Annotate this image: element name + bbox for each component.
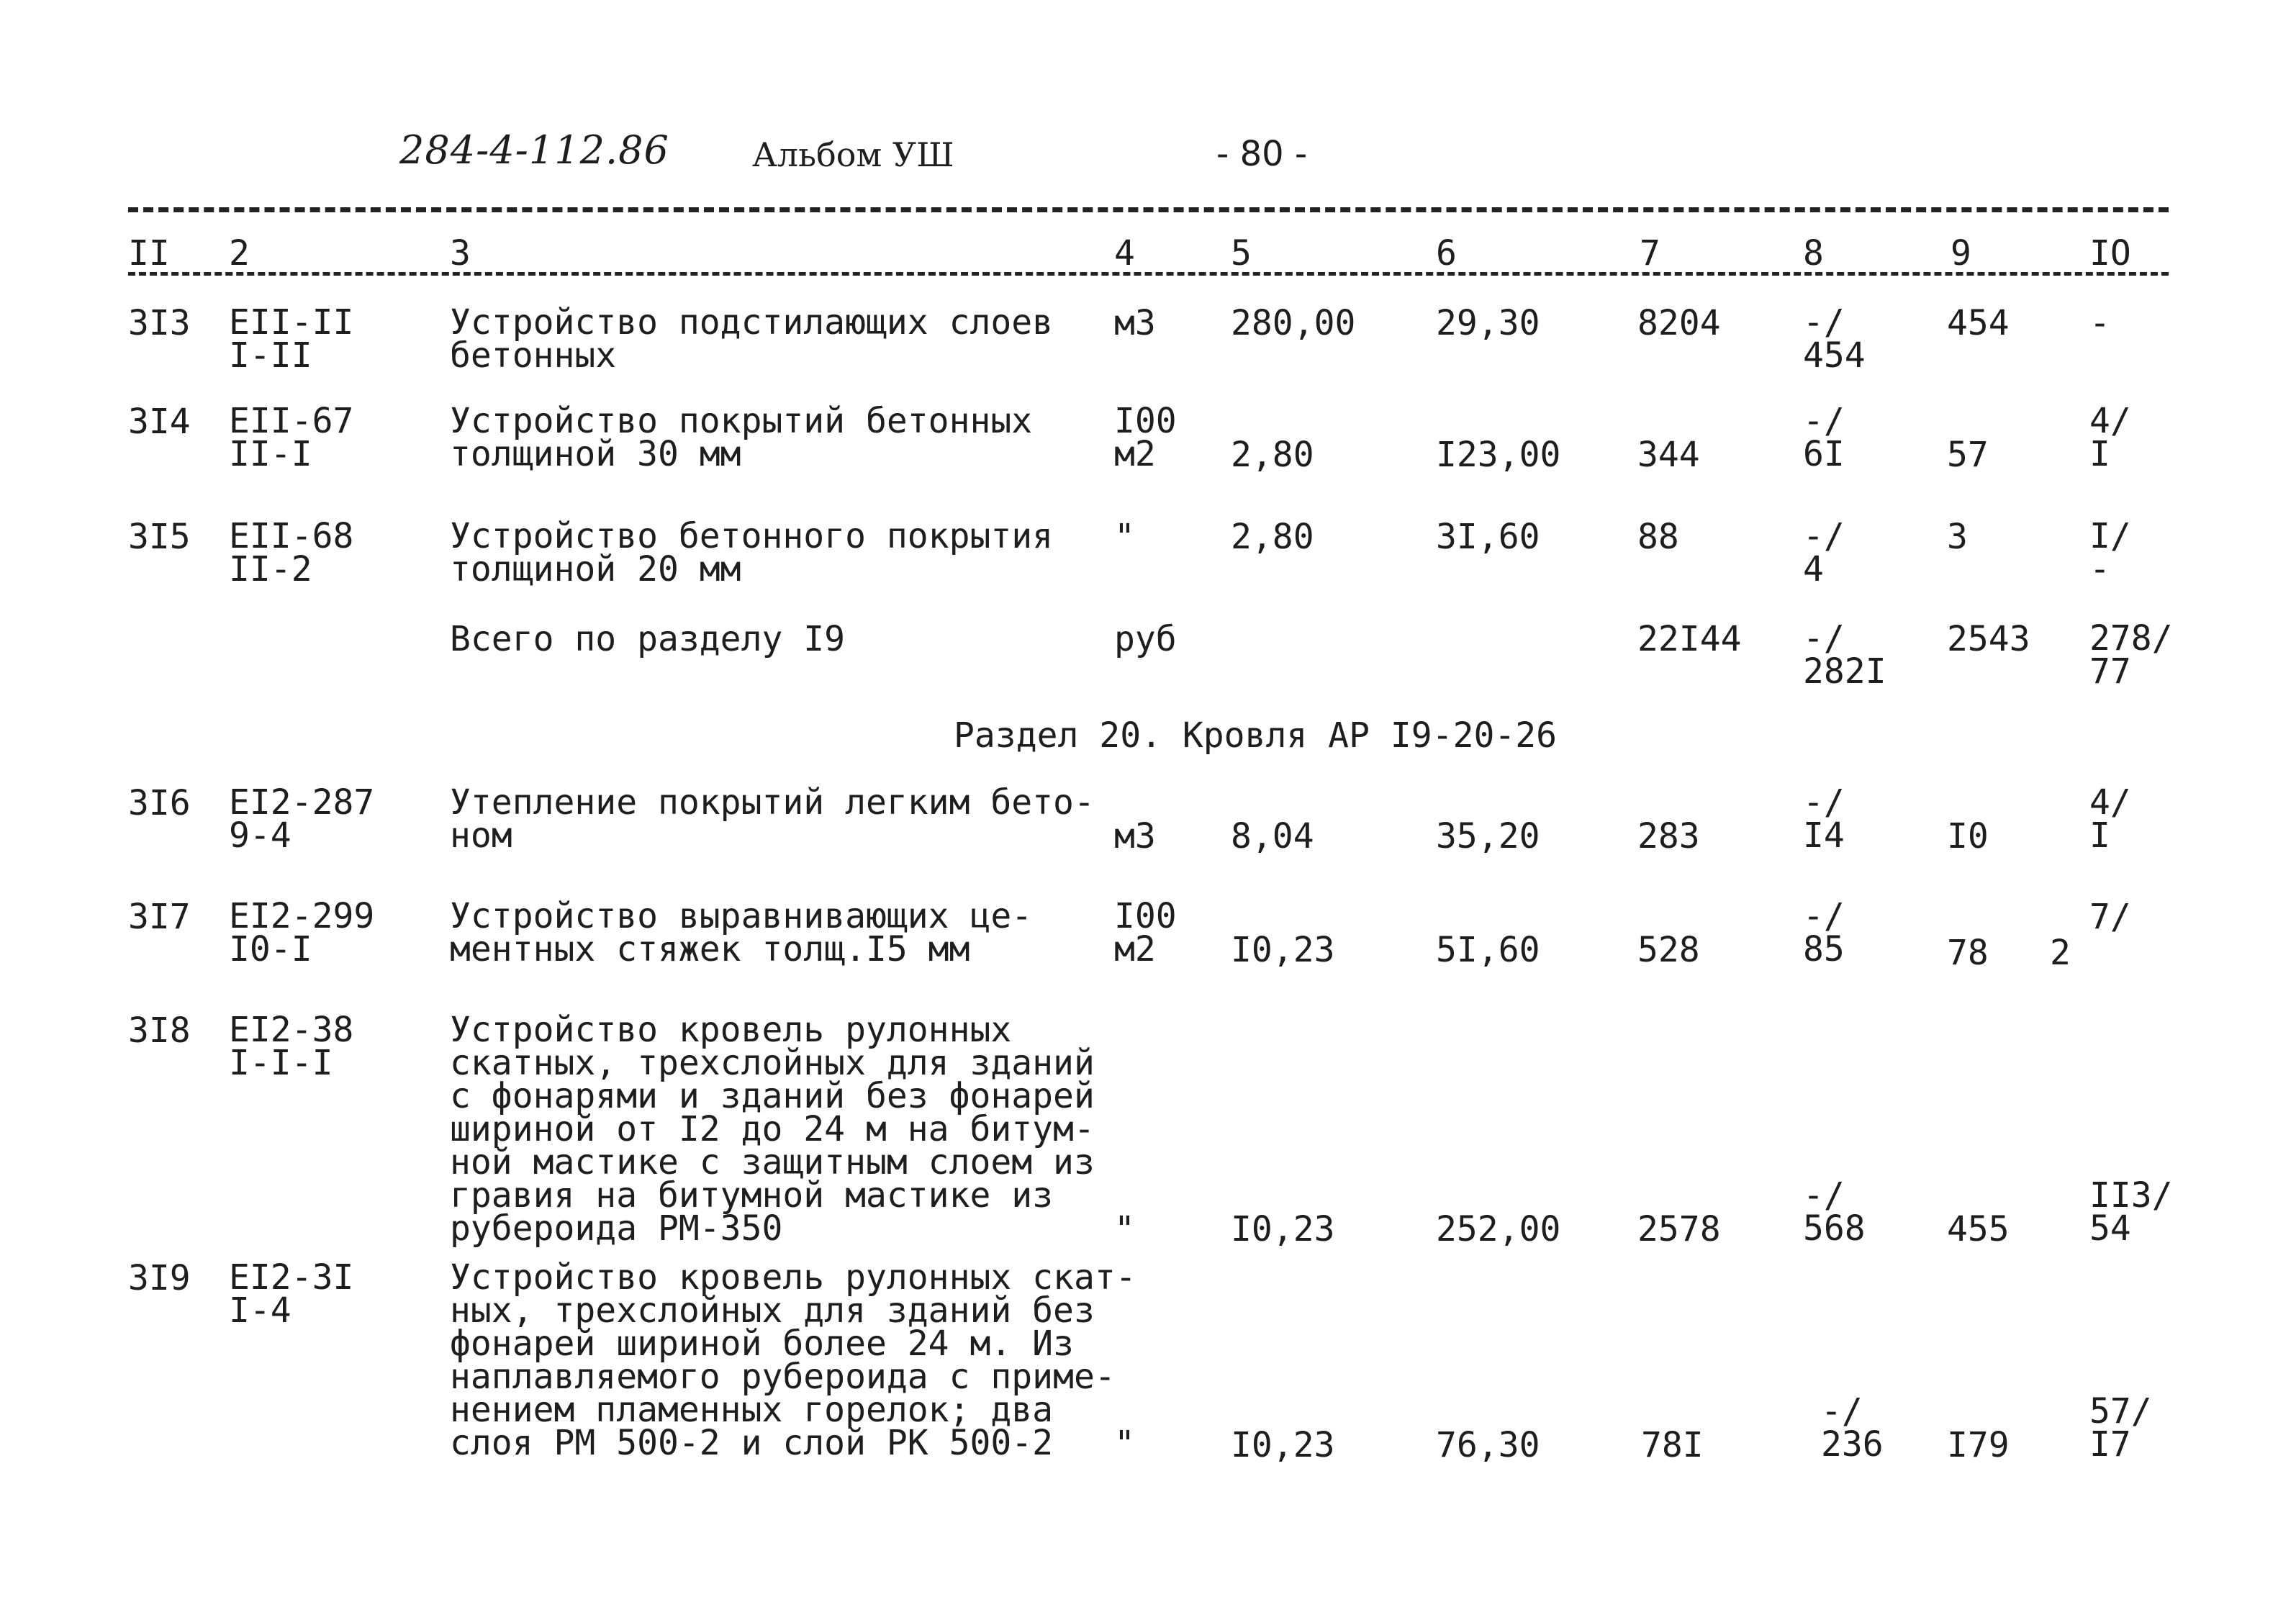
row-col8: -/ 236 bbox=[1821, 1391, 1884, 1465]
document-code: 284-4-112.86 bbox=[399, 127, 669, 173]
row-col10: I/ - bbox=[2089, 516, 2131, 589]
row-col9: I79 bbox=[1947, 1425, 2010, 1465]
row-unit: руб bbox=[1114, 619, 1177, 659]
row-number: 3I5 bbox=[128, 517, 191, 557]
section-total-label: Всего по разделу I9 bbox=[450, 619, 846, 659]
row-total: 22I44 bbox=[1637, 619, 1742, 659]
row-unit-price: 5I,60 bbox=[1436, 930, 1540, 970]
row-description: Устройство бетонного покрытия толщиной 20 мм bbox=[450, 516, 1054, 589]
row-code: EI2-299 I0-I bbox=[229, 896, 375, 969]
row-total: 344 bbox=[1637, 435, 1700, 475]
row-quantity: 280,00 bbox=[1231, 303, 1356, 343]
row-total: 8204 bbox=[1637, 303, 1721, 343]
row-unit-price: 35,20 bbox=[1436, 816, 1540, 856]
row-number: 3I4 bbox=[128, 402, 191, 442]
column-number-3: 3 bbox=[450, 233, 471, 273]
column-number-2: 2 bbox=[229, 233, 250, 273]
row-unit: I00 м2 bbox=[1114, 896, 1177, 969]
row-unit: " bbox=[1114, 1424, 1135, 1464]
row-col10: 4/ I bbox=[2089, 782, 2131, 856]
row-number: 3I8 bbox=[128, 1010, 191, 1051]
header-divider bbox=[128, 207, 2169, 212]
row-description: Устройство выравнивающих це- ментных стяжек толщ.I5 мм bbox=[450, 896, 1033, 969]
row-col9: 454 bbox=[1947, 303, 2010, 343]
row-number: 3I6 bbox=[128, 783, 191, 823]
row-col10: 278/ 77 bbox=[2089, 618, 2173, 692]
row-total: 283 bbox=[1637, 816, 1700, 856]
row-description: Устройство подстилающих слоев бетонных bbox=[450, 302, 1054, 376]
row-col8: -/ 4 bbox=[1803, 516, 1845, 589]
row-col8: -/ I4 bbox=[1803, 782, 1845, 856]
page-number: - 80 - bbox=[1216, 134, 1308, 174]
row-number: 3I7 bbox=[128, 897, 191, 937]
column-number-4: 4 bbox=[1114, 233, 1135, 273]
row-number: 3I9 bbox=[128, 1258, 191, 1298]
row-description: Устройство покрытий бетонных толщиной 30 мм bbox=[450, 401, 1033, 474]
row-code: EII-68 II-2 bbox=[229, 516, 354, 589]
row-total: 528 bbox=[1637, 930, 1700, 970]
row-col8: -/ 85 bbox=[1803, 896, 1845, 969]
row-unit: " bbox=[1114, 1209, 1135, 1249]
column-number-7: 7 bbox=[1640, 233, 1660, 273]
row-col9: 455 bbox=[1947, 1209, 2010, 1249]
row-col9: 57 bbox=[1947, 435, 1989, 475]
column-number-9: 9 bbox=[1951, 233, 1971, 273]
row-quantity: I0,23 bbox=[1231, 930, 1335, 970]
row-col8: -/ 6I bbox=[1803, 401, 1845, 474]
row-unit-price: 29,30 bbox=[1436, 303, 1540, 343]
row-col10: 4/ I bbox=[2089, 401, 2131, 474]
row-col10: - bbox=[2089, 303, 2110, 343]
row-code: EI2-287 9-4 bbox=[229, 782, 375, 856]
row-number: 3I3 bbox=[128, 303, 191, 343]
row-unit: м3 bbox=[1114, 816, 1156, 856]
row-col10: II3/ 54 bbox=[2089, 1175, 2173, 1249]
column-number-6: 6 bbox=[1436, 233, 1457, 273]
row-unit: I00 м2 bbox=[1114, 401, 1177, 474]
row-code: EI2-38 I-I-I bbox=[229, 1010, 354, 1083]
row-col8: -/ 454 bbox=[1803, 302, 1866, 376]
row-unit-price: 76,30 bbox=[1436, 1425, 1540, 1465]
row-col9: I0 bbox=[1947, 816, 1989, 856]
row-col8: -/ 282I bbox=[1803, 618, 1886, 692]
row-description: Устройство кровель рулонных скатных, трехслойных для зданий с фонарями и зданий без фонарей шириной от I2 до 24 м на битум- ной мастике с защитным слоем из гравия на битумной мастике из рубероида РМ-350 bbox=[450, 1010, 1095, 1249]
row-col9: 2543 bbox=[1947, 619, 2030, 659]
row-description: Утепление покрытий легким бето- ном bbox=[450, 782, 1095, 856]
row-total: 88 bbox=[1637, 517, 1679, 557]
row-total: 78I bbox=[1641, 1425, 1704, 1465]
row-col10: 57/ I7 bbox=[2089, 1391, 2152, 1465]
row-quantity: 8,04 bbox=[1231, 816, 1314, 856]
row-col9: 78 bbox=[1947, 933, 1989, 973]
row-unit-price: 252,00 bbox=[1436, 1209, 1561, 1249]
row-col9-extra: 2 bbox=[2050, 933, 2071, 973]
row-col9: 3 bbox=[1947, 517, 1968, 557]
row-quantity: 2,80 bbox=[1231, 517, 1314, 557]
row-quantity: 2,80 bbox=[1231, 435, 1314, 475]
section-title: Раздел 20. Кровля АР I9-20-26 bbox=[954, 715, 1558, 756]
row-code: EI2-3I I-4 bbox=[229, 1257, 354, 1331]
column-number-8: 8 bbox=[1803, 233, 1824, 273]
row-unit-price: I23,00 bbox=[1436, 435, 1561, 475]
row-unit: " bbox=[1114, 517, 1135, 557]
row-code: EII-II I-II bbox=[229, 302, 354, 376]
row-unit: м3 bbox=[1114, 303, 1156, 343]
column-number-10: IO bbox=[2089, 233, 2131, 273]
row-col8: -/ 568 bbox=[1803, 1175, 1866, 1249]
row-col10: 7/ bbox=[2089, 897, 2131, 937]
row-unit-price: 3I,60 bbox=[1436, 517, 1540, 557]
row-code: EII-67 II-I bbox=[229, 401, 354, 474]
column-header-divider bbox=[128, 272, 2169, 276]
column-number-5: 5 bbox=[1231, 233, 1252, 273]
row-total: 2578 bbox=[1637, 1209, 1721, 1249]
row-description: Устройство кровель рулонных скат- ных, трехслойных для зданий без фонарей шириной более 24 м. Из наплавляемого рубероида с приме- нением пламенных горелок; два слоя РМ 500-2 и слой РК 500-2 bbox=[450, 1257, 1136, 1463]
row-quantity: I0,23 bbox=[1231, 1209, 1335, 1249]
column-number-1: II bbox=[128, 233, 170, 273]
row-quantity: I0,23 bbox=[1231, 1425, 1335, 1465]
album-title: Альбом УШ bbox=[752, 135, 954, 174]
